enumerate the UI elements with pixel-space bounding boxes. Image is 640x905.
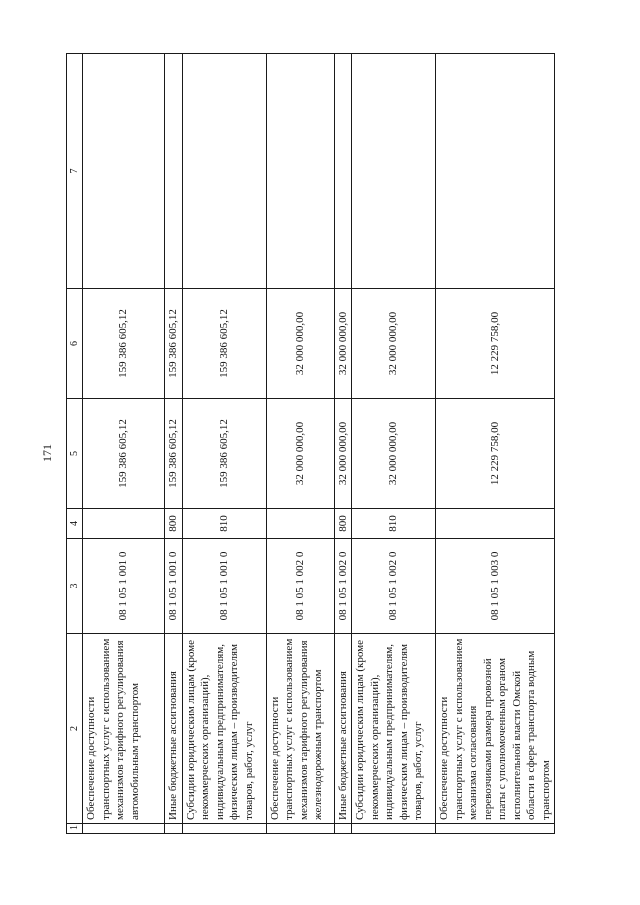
table-row bbox=[352, 54, 436, 834]
row-col7-cell bbox=[182, 54, 266, 289]
row-vr-cell bbox=[266, 509, 334, 539]
row-col7-cell bbox=[83, 54, 165, 289]
header-cell: 2 bbox=[67, 634, 83, 824]
row-col5-cell: 159 386 605,12 bbox=[182, 399, 266, 509]
budget-table bbox=[66, 53, 555, 834]
table-row bbox=[334, 54, 352, 834]
row-col5-cell: 32 000 000,00 bbox=[352, 399, 436, 509]
row-code-cell: 08 1 05 1 001 0 bbox=[83, 539, 165, 634]
header-cell: 6 bbox=[67, 289, 83, 399]
row-col6-cell: 159 386 605,12 bbox=[83, 289, 165, 399]
row-col6-cell: 159 386 605,12 bbox=[165, 289, 183, 399]
row-col5-cell: 159 386 605,12 bbox=[83, 399, 165, 509]
row-col5-cell: 32 000 000,00 bbox=[334, 399, 352, 509]
page-number: 171 bbox=[40, 444, 54, 462]
row-col7-cell bbox=[352, 54, 436, 289]
row-code-cell: 08 1 05 1 001 0 bbox=[182, 539, 266, 634]
header-row bbox=[67, 54, 83, 834]
row-spacer-cell bbox=[436, 824, 555, 834]
row-name-cell: Субсидии юридическим лицам (кроме некоммерческих организаций), индивидуальным предпринимателям, физическим лицам – производителям товаров, работ, услуг bbox=[182, 634, 266, 824]
row-col7-cell bbox=[165, 54, 183, 289]
row-vr-cell: 810 bbox=[182, 509, 266, 539]
row-col6-cell: 32 000 000,00 bbox=[266, 289, 334, 399]
row-vr-cell: 800 bbox=[334, 509, 352, 539]
row-name-cell: Иные бюджетные ассигнования bbox=[334, 634, 352, 824]
row-spacer-cell bbox=[334, 824, 352, 834]
row-code-cell: 08 1 05 1 001 0 bbox=[165, 539, 183, 634]
row-code-cell: 08 1 05 1 003 0 bbox=[436, 539, 555, 634]
budget-table-container bbox=[66, 64, 552, 834]
row-col5-cell: 32 000 000,00 bbox=[266, 399, 334, 509]
row-col6-cell: 12 229 758,00 bbox=[436, 289, 555, 399]
header-cell: 4 bbox=[67, 509, 83, 539]
row-name-cell: Обеспечение доступности транспортных услуг с использованием механизмов тарифного регулирования железнодорожным транспортом bbox=[266, 634, 334, 824]
row-name-cell: Обеспечение доступности транспортных услуг с использованием механизма согласования перевозчиками размера провозной платы с уполномоченным органом исполнительной власти Омской области в сфере транспорта водным транспортом bbox=[436, 634, 555, 824]
row-col7-cell bbox=[436, 54, 555, 289]
row-col7-cell bbox=[334, 54, 352, 289]
row-code-cell: 08 1 05 1 002 0 bbox=[266, 539, 334, 634]
row-vr-cell: 800 bbox=[165, 509, 183, 539]
table-row bbox=[165, 54, 183, 834]
row-spacer-cell bbox=[165, 824, 183, 834]
header-cell: 7 bbox=[67, 54, 83, 289]
table-row bbox=[83, 54, 165, 834]
row-name-cell: Иные бюджетные ассигнования bbox=[165, 634, 183, 824]
row-spacer-cell bbox=[266, 824, 334, 834]
row-vr-cell bbox=[83, 509, 165, 539]
row-col5-cell: 12 229 758,00 bbox=[436, 399, 555, 509]
row-vr-cell: 810 bbox=[352, 509, 436, 539]
row-spacer-cell bbox=[352, 824, 436, 834]
row-code-cell: 08 1 05 1 002 0 bbox=[352, 539, 436, 634]
row-col6-cell: 159 386 605,12 bbox=[182, 289, 266, 399]
row-vr-cell bbox=[436, 509, 555, 539]
row-code-cell: 08 1 05 1 002 0 bbox=[334, 539, 352, 634]
table-row bbox=[266, 54, 334, 834]
header-cell: 5 bbox=[67, 399, 83, 509]
row-col7-cell bbox=[266, 54, 334, 289]
row-name-cell: Обеспечение доступности транспортных услуг с использованием механизмов тарифного регулирования автомобильным транспортом bbox=[83, 634, 165, 824]
row-col6-cell: 32 000 000,00 bbox=[334, 289, 352, 399]
row-spacer-cell bbox=[83, 824, 165, 834]
row-name-cell: Субсидии юридическим лицам (кроме некоммерческих организаций), индивидуальным предпринимателям, физическим лицам – производителям товаров, работ, услуг bbox=[352, 634, 436, 824]
table-row bbox=[436, 54, 555, 834]
header-cell: 1 bbox=[67, 824, 83, 834]
row-col5-cell: 159 386 605,12 bbox=[165, 399, 183, 509]
row-col6-cell: 32 000 000,00 bbox=[352, 289, 436, 399]
header-cell: 3 bbox=[67, 539, 83, 634]
row-spacer-cell bbox=[182, 824, 266, 834]
table-row bbox=[182, 54, 266, 834]
